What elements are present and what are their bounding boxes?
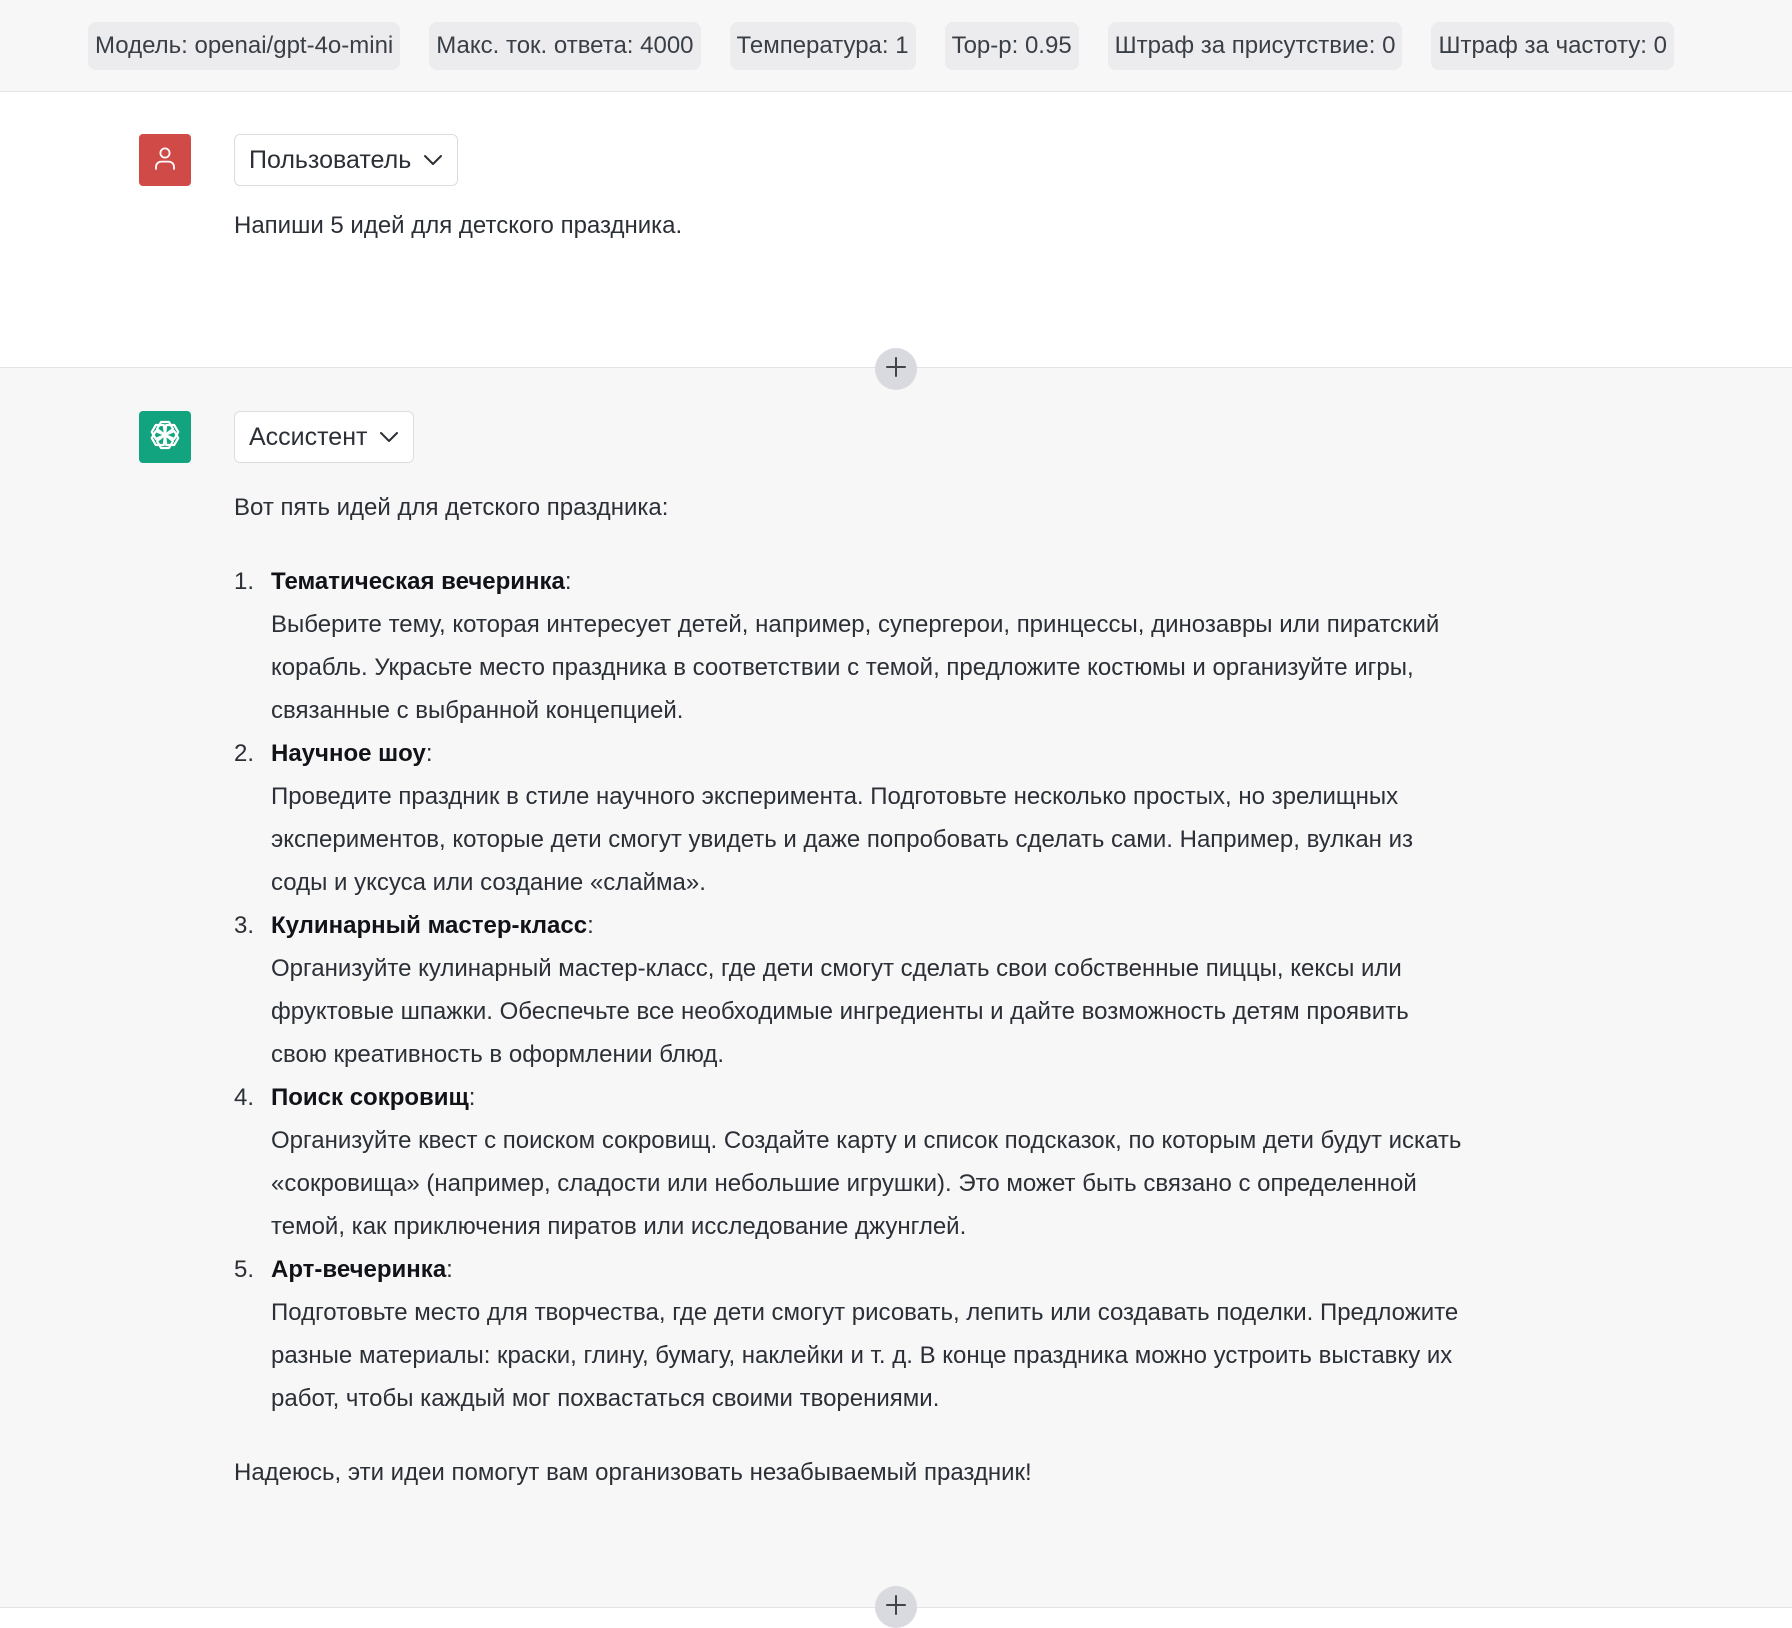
assistant-avatar <box>139 411 191 463</box>
idea-title: Поиск сокровищ <box>271 1084 469 1111</box>
user-role-select[interactable] <box>234 134 458 186</box>
param-frequency-penalty: Штраф за частоту: 0 <box>1431 22 1673 70</box>
list-item-number: 5. <box>234 1256 255 1283</box>
model-params-bar <box>0 0 1792 92</box>
list-item: 3. Кулинарный мастер-класс: Организуйте кулинарный мастер-класс, где дети смогут сделать свои собственные пиццы, кексы или фруктовые шпажки. Обеспечьте все необходимые ингредиенты и дайте возможность детям проявить свою креативность в оформлении блюд. <box>234 904 1464 1076</box>
chevron-down-icon <box>379 431 399 443</box>
ideas-list <box>234 560 1464 1420</box>
idea-description: Выберите тему, которая интересует детей, например, супергерои, принцессы, динозавры или пиратский корабль. Украсьте место праздника в соответствии с темой, предложите костюмы и организуйте игры, связанные с выбранной концепцией. <box>271 611 1440 724</box>
idea-description: Организуйте кулинарный мастер-класс, где дети смогут сделать свои собственные пиццы, кексы или фруктовые шпажки. Обеспечьте все необходимые ингредиенты и дайте возможность детям проявить свою креативность в оформлении блюд. <box>271 955 1409 1068</box>
list-item-number: 4. <box>234 1084 255 1111</box>
add-message-button[interactable] <box>875 348 917 390</box>
user-message-text[interactable]: Напиши 5 идей для детского праздника. <box>234 212 683 239</box>
plus-icon <box>885 1594 907 1621</box>
assistant-role-select[interactable] <box>234 411 414 463</box>
idea-title: Арт-вечеринка <box>271 1256 447 1283</box>
list-item-number: 3. <box>234 912 255 939</box>
assistant-message <box>0 368 1792 1608</box>
list-item-number: 2. <box>234 740 255 767</box>
user-avatar <box>139 134 191 186</box>
add-message-button[interactable] <box>875 1586 917 1628</box>
list-item: 4. Поиск сокровищ: Организуйте квест с поиском сокровищ. Создайте карту и список подсказок, по которым дети будут искать «сокровища» (например, сладости или небольшие игрушки). Это может быть связано с определенной темой, как приключения пиратов или исследование джунглей. <box>234 1076 1464 1248</box>
list-item: 1. Тематическая вечеринка: Выберите тему, которая интересует детей, например, супергерои, принцессы, динозавры или пиратский корабль. Украсьте место праздника в соответствии с темой, предложите костюмы и организуйте игры, связанные с выбранной концепцией. <box>234 560 1464 732</box>
plus-icon <box>885 356 907 383</box>
param-temperature: Температура: 1 <box>730 22 916 70</box>
param-top-p: Top-p: 0.95 <box>945 22 1079 70</box>
idea-title: Кулинарный мастер-класс <box>271 912 588 939</box>
param-model: Модель: openai/gpt-4o-mini <box>88 22 400 70</box>
param-max-tokens: Макс. ток. ответа: 4000 <box>429 22 700 70</box>
user-icon <box>153 145 177 176</box>
assistant-intro: Вот пять идей для детского праздника: <box>234 494 669 521</box>
idea-description: Проведите праздник в стиле научного эксперимента. Подготовьте несколько простых, но зрелищных экспериментов, которые дети смогут увидеть и даже попробовать сделать сами. Например, вулкан из соды и уксуса или создание «слайма». <box>271 783 1413 896</box>
idea-description: Организуйте квест с поиском сокровищ. Создайте карту и список подсказок, по которым дети будут искать «сокровища» (например, сладости или небольшие игрушки). Это может быть связано с определенной темой, как приключения пиратов или исследование джунглей. <box>271 1127 1462 1240</box>
chevron-down-icon <box>423 154 443 166</box>
assistant-outro: Надеюсь, эти идеи помогут вам организовать незабываемый праздник! <box>234 1459 1032 1486</box>
idea-description: Подготовьте место для творчества, где дети смогут рисовать, лепить или создавать поделки. Предложите разные материалы: краски, глину, бумагу, наклейки и т. д. В конце праздника можно устроить выставку их работ, чтобы каждый мог похвастаться своими творениями. <box>271 1299 1459 1412</box>
role-label: Пользователь <box>249 145 412 174</box>
list-item: 5. Арт-вечеринка: Подготовьте место для творчества, где дети смогут рисовать, лепить или создавать поделки. Предложите разные материалы: краски, глину, бумагу, наклейки и т. д. В конце праздника можно устроить выставку их работ, чтобы каждый мог похвастаться своими творениями. <box>234 1248 1464 1420</box>
user-message <box>0 92 1792 368</box>
list-item-number: 1. <box>234 568 255 595</box>
role-label: Ассистент <box>249 422 368 451</box>
param-presence-penalty: Штраф за присутствие: 0 <box>1108 22 1403 70</box>
openai-logo-icon <box>145 415 185 460</box>
idea-title: Научное шоу <box>271 740 426 767</box>
list-item: 2. Научное шоу: Проведите праздник в стиле научного эксперимента. Подготовьте несколько простых, но зрелищных экспериментов, которые дети смогут увидеть и даже попробовать сделать сами. Например, вулкан из соды и уксуса или создание «слайма». <box>234 732 1464 904</box>
idea-title: Тематическая вечеринка <box>271 568 565 595</box>
assistant-message-text[interactable] <box>234 486 1464 1494</box>
